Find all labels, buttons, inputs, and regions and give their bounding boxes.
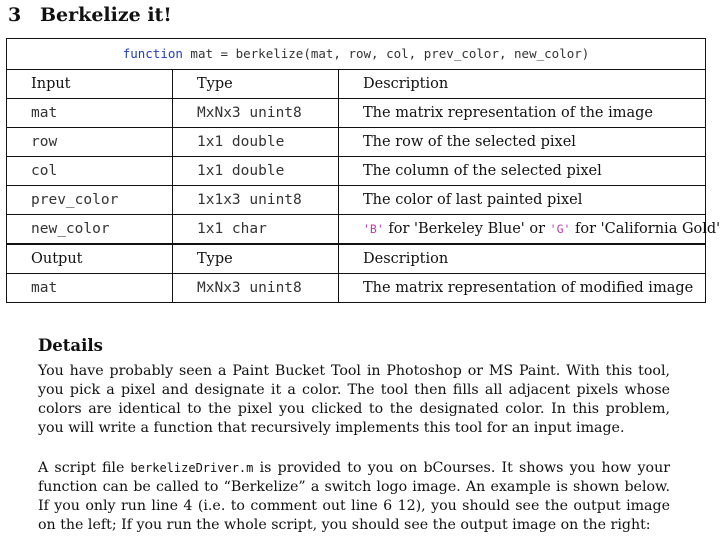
input-description — [339, 215, 720, 245]
table-row — [7, 99, 706, 128]
header-type: Type — [173, 70, 339, 99]
section-title: Berkelize it! — [40, 4, 172, 26]
details-heading: Details — [38, 336, 103, 355]
input-type: 1x1 char — [173, 215, 339, 245]
section-heading — [8, 4, 172, 26]
input-name: new_color — [7, 215, 173, 245]
function-keyword: function — [122, 46, 183, 61]
header-type: Type — [173, 244, 339, 274]
table-row — [7, 215, 706, 245]
paragraph-text: A script file — [38, 460, 131, 476]
input-description: The column of the selected pixel — [339, 157, 706, 186]
code-literal-b: 'B' — [363, 222, 384, 236]
header-output: Output — [7, 244, 173, 274]
input-type: 1x1 double — [173, 128, 339, 157]
input-description: The color of last painted pixel — [339, 186, 706, 215]
header-description: Description — [339, 70, 706, 99]
header-description: Description — [339, 244, 706, 274]
input-name: mat — [7, 99, 173, 128]
details-paragraph-2 — [38, 459, 670, 535]
input-description: The matrix representation of the image — [339, 99, 706, 128]
details-paragraph-1: You have probably seen a Paint Bucket Tool in Photoshop or MS Paint. With this tool, you pick a pixel and designate it a color. The tool then fills all adjacent pixels whose colors are identical to the pixel you clicked to the designated color. In this problem, you will write a function that recursively implements this tool for an input image. — [38, 363, 670, 436]
input-description: The row of the selected pixel — [339, 128, 706, 157]
output-type: MxNx3 unint8 — [173, 274, 339, 303]
code-literal-g: 'G' — [549, 222, 571, 236]
driver-filename: berkelizeDriver.m — [130, 461, 254, 475]
signature-cell — [7, 39, 706, 70]
function-signature: mat = berkelize(mat, row, col, prev_color, new_color) — [182, 46, 590, 61]
function-spec-table — [6, 38, 720, 303]
header-input: Input — [7, 70, 173, 99]
paragraph-text: is provided to you on bCourses. It shows you how your function can be called to “Berkelize” a switch logo image. An example is shown below. If you only run line 4 (i.e. to comment out line 6 12), you should see the output image on the left; If you run the whole script, you should see the output image on the right: — [38, 460, 670, 533]
input-type: 1x1 double — [173, 157, 339, 186]
input-name: row — [7, 128, 173, 157]
outputs-header-row — [7, 244, 706, 274]
description-text-g: for 'California Gold' — [570, 221, 720, 237]
section-number: 3 — [8, 4, 22, 26]
table-row — [7, 128, 706, 157]
description-text-b: for 'Berkeley Blue' or — [383, 221, 550, 237]
signature-row — [7, 39, 706, 70]
input-type: 1x1x3 unint8 — [173, 186, 339, 215]
table-row — [7, 157, 706, 186]
input-name: prev_color — [7, 186, 173, 215]
table-row — [7, 274, 706, 303]
input-name: col — [7, 157, 173, 186]
inputs-header-row — [7, 70, 706, 99]
table-row — [7, 186, 706, 215]
input-type: MxNx3 unint8 — [173, 99, 339, 128]
output-name: mat — [7, 274, 173, 303]
output-description: The matrix representation of modified image — [339, 274, 706, 303]
